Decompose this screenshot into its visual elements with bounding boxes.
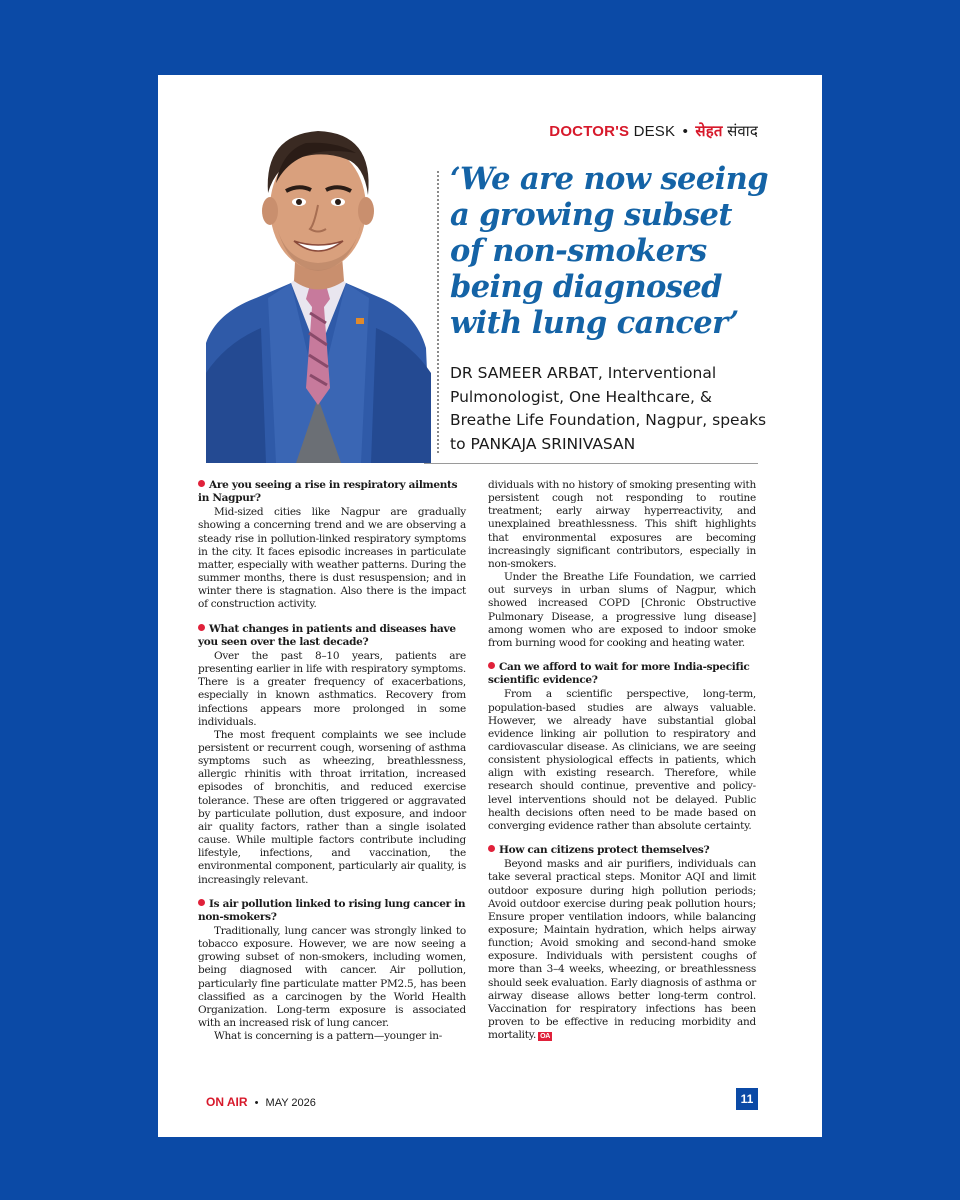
doctor-portrait-illustration [206,113,431,463]
answer-paragraph [488,858,756,1042]
interview-question [198,623,466,649]
footer-separator: • [254,1097,259,1109]
question-text: Can we afford to wait for more India-specific scientific evidence? [488,661,750,687]
paragraph-text: What is concerning is a pattern—younger in- [214,1030,443,1043]
paragraph-text: Mid-sized cities like Nagpur are gradually showing a concerning trend and we are observing a steady rise in pollution-linked respiratory symptoms in the city. It faces episodic increases in particulate matter, especially with weather patterns. During the summer months, there is dust resuspension; and in winter there is stagnation. Also there is the impact of construction activity. [198,506,466,611]
answer-paragraph [198,925,466,1030]
page-number: 11 [736,1088,758,1110]
question-text: What changes in patients and diseases have you seen over the last decade? [198,622,456,648]
kicker-sehat: सेहत [695,123,723,140]
article-column-right [488,479,756,1042]
interview-question [488,661,756,687]
paragraph-text: From a scientific perspective, long-term, population-based studies are always valuable. However, we already have substantial global evidence linking air pollution to respiratory and cardiovascular disease. As clinicians, we are seeing consistent physiological effects in patients, which align with existing research. Therefore, while research should continue, preventive and policy-level interventions should not be delayed. Public health decisions often need to be made based on converging evidence rather than absolute certainty. [488,688,756,832]
question-bullet-icon [488,662,495,669]
horizontal-divider [424,463,758,464]
paragraph-text: Over the past 8–10 years, patients are presenting earlier in life with respiratory symptoms. There is a greater frequency of exacerbations, especially in known asthmatics. Recovery from infections appears more prolonged in some individuals. [198,649,466,728]
answer-paragraph [198,1030,466,1043]
answer-paragraph [488,688,756,833]
answer-paragraph [198,506,466,611]
page-footer [206,1095,316,1109]
interview-question [488,844,756,857]
interview-byline: DR SAMEER ARBAT, Interventional Pulmonologist, One Healthcare, & Breathe Life Foundation, Nagpur, speaks to PANKAJA SRINIVASAN [450,364,767,453]
question-text: How can citizens protect themselves? [499,844,710,857]
paragraph-text: Under the Breathe Life Foundation, we carried out surveys in urban slums of Nagpur, which showed increased COPD [Chronic Obstructive Pulmonary Disease, a progressive lung disease] among women who are exposed to indoor smoke from burning wood for cooking and heating water. [488,571,756,649]
question-text: Are you seeing a rise in respiratory ailments in Nagpur? [198,479,458,505]
answer-paragraph [488,571,756,650]
question-bullet-icon [198,624,205,631]
section-kicker [549,121,758,141]
paragraph-text: The most frequent complaints we see include persistent or recurrent cough, worsening of asthma symptoms such as wheezing, breathlessness, allergic rhinitis with throat irritation, increased episodes of bronchitis, and reduced exercise tolerance. These are often triggered or aggravated by particulate pollution, dust exposure, and indoor air quality factors, rather than a single isolated cause. While multiple factors contribute including lifestyle, infections, and vaccination, the environmental component, particularly air quality, is increasingly relevant. [198,728,466,886]
article-column-left [198,479,466,1043]
question-bullet-icon [198,480,205,487]
interview-question [198,898,466,924]
paragraph-text: Beyond masks and air purifiers, individuals can take several practical steps. Monitor AQI and limit outdoor exposure during high pollution periods; Avoid outdoor exercise during peak pollution hours; Ensure proper ventilation indoors, while balancing exposure; Maintain hydration, which helps airway function; Avoid smoking and second-hand smoke exposure. Individuals with persistent coughs of more than 3–4 weeks, wheezing, or breathlessness should seek evaluation. Early diagnosis of asthma or airway disease allows better long-term control. Vaccination for respiratory infections has been proven to be effective in reducing morbidity and mortality. [488,858,756,1042]
paragraph-text: Traditionally, lung cancer was strongly linked to tobacco exposure. However, we are now seeing a growing subset of non-smokers, including women, being diagnosed with cancer. Air pollution, particularly fine particulate matter PM2.5, has been classified as a carcinogen by the World Health Organization. Long-term exposure is associated with an increased risk of lung cancer. [198,925,466,1030]
paragraph-gap [198,887,466,898]
kicker-samvad: संवाद [727,123,758,140]
paragraph-gap [488,650,756,661]
kicker-separator: • [682,123,689,140]
pull-quote-headline: ‘We are now seeing a growing subset of non-smokers being diagnosed with lung cancer’ [450,161,768,341]
kicker-doctors: DOCTOR'S [549,123,630,140]
question-bullet-icon [488,845,495,852]
vertical-divider [437,171,439,453]
magazine-page [158,75,822,1137]
issue-date: MAY 2026 [265,1097,316,1109]
answer-paragraph [198,650,466,729]
paragraph-gap [488,833,756,844]
paragraph-text: dividuals with no history of smoking presenting with persistent cough not responding to routine treatment; early airway hyperreactivity, and unexplained breathlessness. This shift highlights that environmental exposures are becoming increasingly significant contributors, especially in non-smokers. [488,479,756,570]
kicker-desk: DESK [633,123,676,140]
question-text: Is air pollution linked to rising lung cancer in non-smokers? [198,897,466,923]
end-mark-badge: OA [540,1033,551,1041]
paragraph-gap [198,612,466,623]
magazine-brand: ON AIR [206,1095,248,1109]
interview-question [198,479,466,505]
question-bullet-icon [198,899,205,906]
answer-paragraph [198,729,466,887]
answer-paragraph [488,479,756,571]
